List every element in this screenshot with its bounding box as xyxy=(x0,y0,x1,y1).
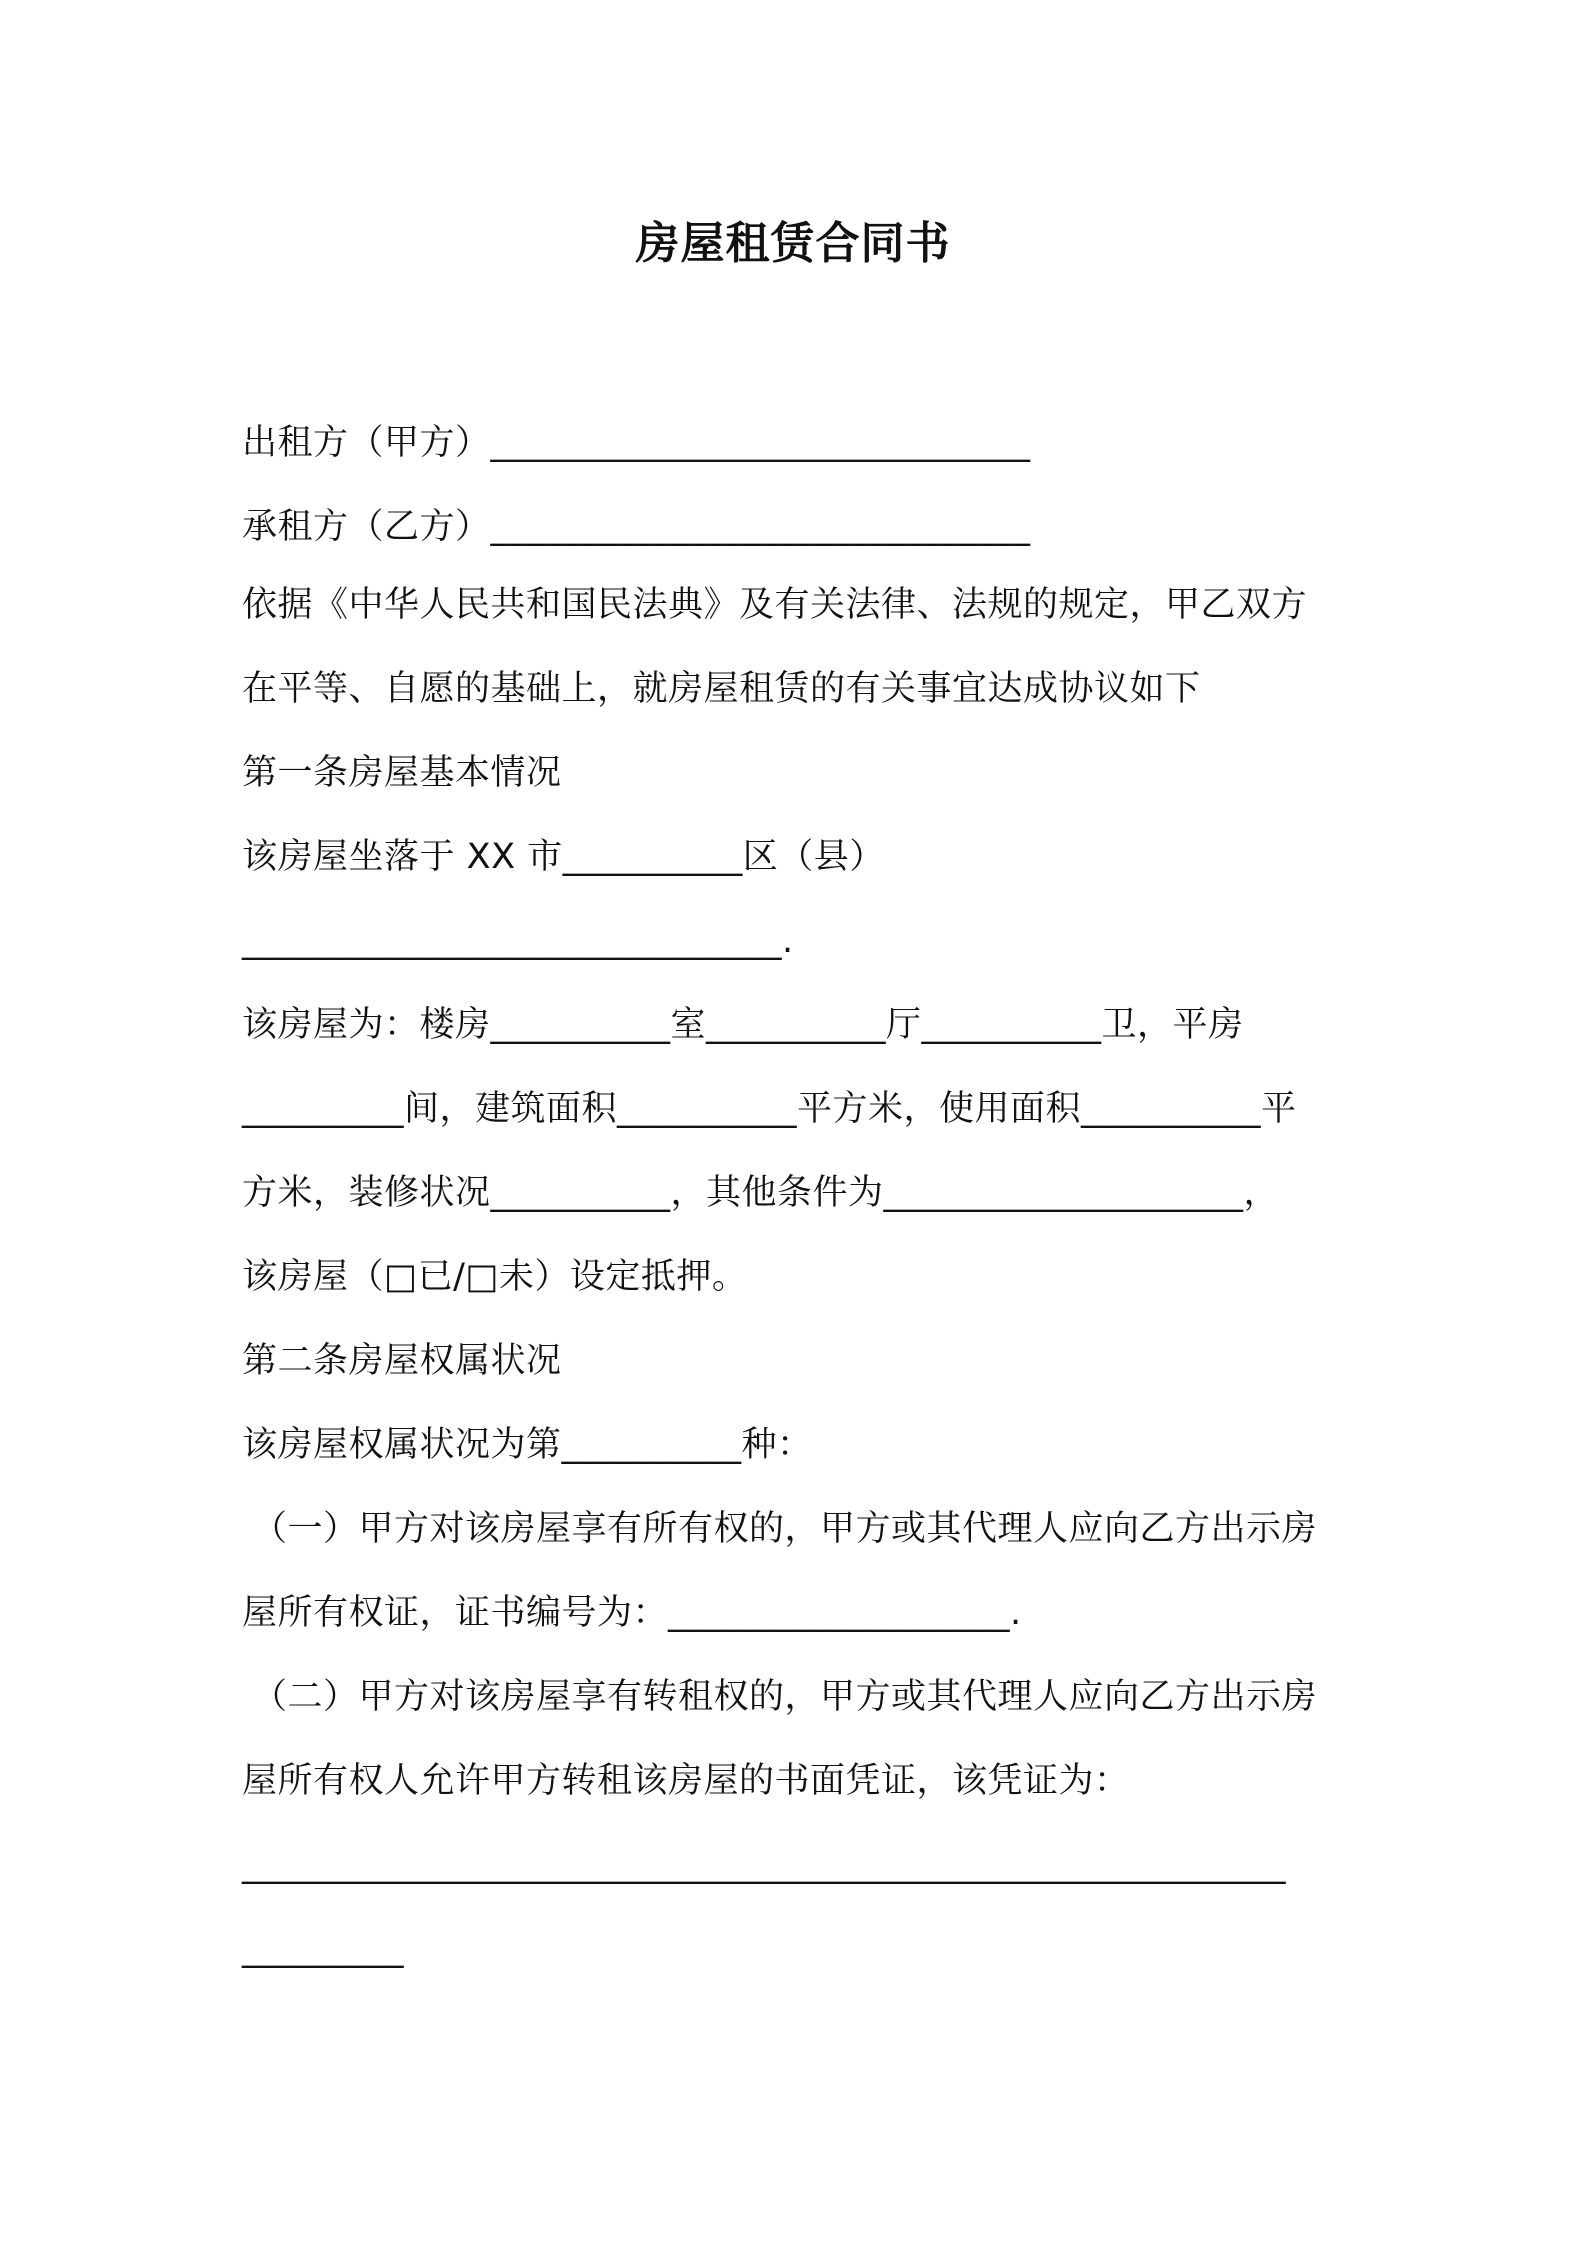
preamble-line-1: 依据《中华人民共和国民法典》及有关法律、法规的规定，甲乙双方 xyxy=(242,585,1308,625)
ownership-type-line: 该房屋权属状况为第__________种： xyxy=(242,1425,813,1465)
document-title: 房屋租赁合同书 xyxy=(635,218,951,269)
preamble-line-2: 在平等、自愿的基础上，就房屋租赁的有关事宜达成协议如下 xyxy=(242,669,1201,709)
clause-1-line-2: 屋所有权证，证书编号为：___________________. xyxy=(242,1593,1022,1633)
certificate-blank-line-2: _________ xyxy=(242,1929,404,1969)
clause-2-line-2: 屋所有权人允许甲方转租该房屋的书面凭证，该凭证为： xyxy=(242,1761,1130,1801)
clause-2-line-1: （二）甲方对该房屋享有转租权的，甲方或其代理人应向乙方出示房 xyxy=(252,1677,1318,1717)
lessee-line: 承租方（乙方）______________________________ xyxy=(242,507,1031,547)
house-type-line-1: 该房屋为：楼房__________室__________厅__________卫，平房 xyxy=(242,1005,1244,1045)
clause-1-line-1: （一）甲方对该房屋享有所有权的，甲方或其代理人应向乙方出示房 xyxy=(252,1509,1318,1549)
lessor-line: 出租方（甲方）______________________________ xyxy=(242,423,1031,463)
location-line: 该房屋坐落于 XX 市__________区（县） xyxy=(242,837,885,877)
mortgage-line: 该房屋（□已/□未）设定抵押。 xyxy=(242,1257,748,1297)
house-type-line-3: 方米，装修状况__________，其他条件为____________________， xyxy=(242,1173,1280,1213)
certificate-blank-line-1: __________________________________________________________ xyxy=(242,1845,1286,1885)
house-type-line-2: _________间，建筑面积__________平方米，使用面积__________平 xyxy=(242,1089,1297,1129)
article-2-heading: 第二条房屋权属状况 xyxy=(242,1341,562,1381)
address-blank-line: ______________________________. xyxy=(242,921,794,961)
article-1-heading: 第一条房屋基本情况 xyxy=(242,753,562,793)
